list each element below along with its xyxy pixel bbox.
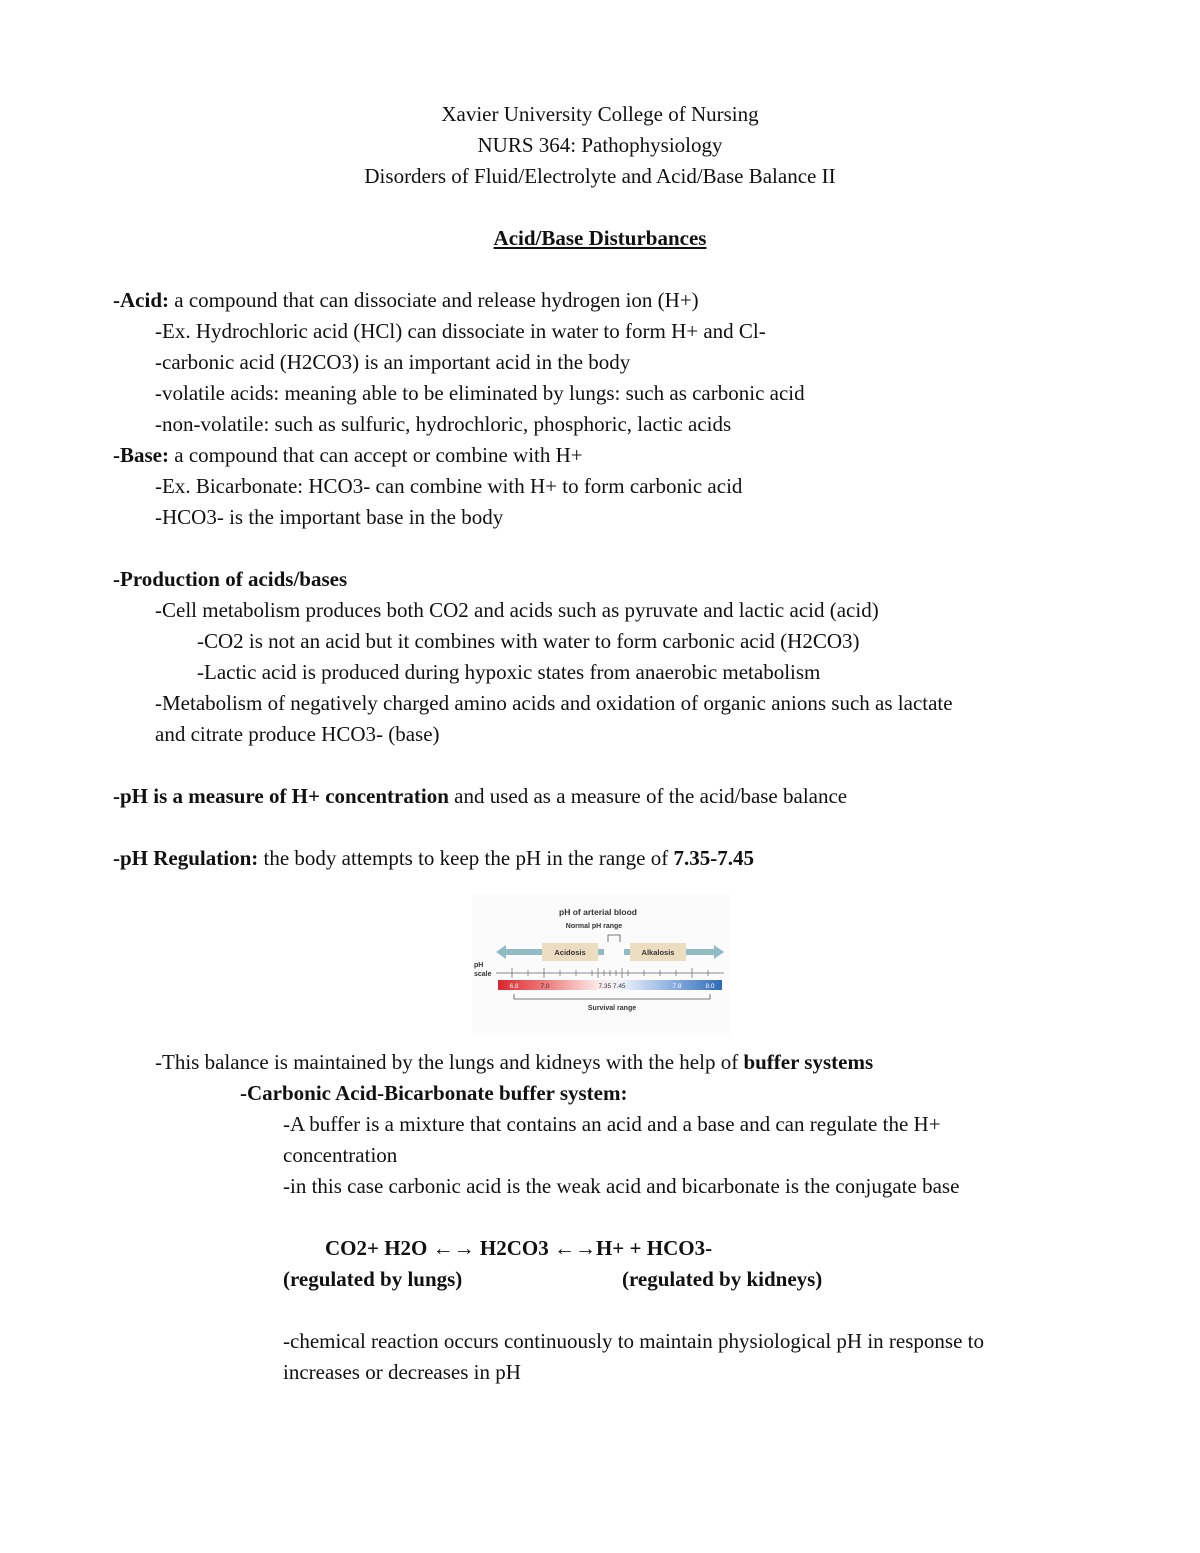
figure-title: pH of arterial blood bbox=[559, 907, 637, 917]
acid-term: -Acid: bbox=[113, 288, 169, 312]
buffer-intro-text: -This balance is maintained by the lungs and kidneys with the help of bbox=[155, 1050, 744, 1074]
ph-regulation-text: the body attempts to keep the pH in the range of bbox=[258, 846, 674, 870]
buffer-equation: CO2+ H2O ←→ H2CO3 ←→H+ + HCO3- bbox=[325, 1236, 713, 1260]
buffer-intro bbox=[155, 1049, 873, 1075]
alkalosis-arrow-stub bbox=[624, 949, 630, 955]
header-institution: Xavier University College of Nursing bbox=[441, 102, 759, 126]
scale-label-ph: pH bbox=[474, 962, 484, 969]
tick-label: 8.0 bbox=[705, 983, 715, 990]
base-term: -Base: bbox=[113, 443, 169, 467]
reaction-note-continued: increases or decreases in pH bbox=[283, 1360, 521, 1384]
buffer-system-title: -Carbonic Acid-Bicarbonate buffer system: bbox=[240, 1081, 628, 1105]
acid-item: -non-volatile: such as sulfuric, hydrochloric, phosphoric, lactic acids bbox=[155, 412, 732, 436]
base-item: -HCO3- is the important base in the body bbox=[155, 505, 504, 529]
acid-item: -volatile acids: meaning able to be eliminated by lungs: such as carbonic acid bbox=[155, 381, 805, 405]
tick-label: 7.0 bbox=[540, 983, 550, 990]
tick-label: 7.8 bbox=[672, 983, 682, 990]
ph-scale-diagram bbox=[472, 895, 730, 1035]
production-item: -Cell metabolism produces both CO2 and acids such as pyruvate and lactic acid (acid) bbox=[155, 598, 879, 622]
survival-range-label: Survival range bbox=[587, 1005, 637, 1012]
lungs-label: (regulated by lungs) bbox=[283, 1267, 463, 1291]
reaction-note: -chemical reaction occurs continuously to maintain physiological pH in response to bbox=[283, 1329, 984, 1353]
acid-definition bbox=[113, 287, 699, 313]
acidosis-label: Acidosis bbox=[554, 948, 586, 957]
production-item: -Metabolism of negatively charged amino acids and oxidation of organic anions such as lactate bbox=[155, 691, 953, 715]
tick-label: 7.35 7.45 bbox=[598, 983, 626, 990]
production-heading: -Production of acids/bases bbox=[113, 567, 348, 591]
acid-item: -carbonic acid (H2CO3) is an important acid in the body bbox=[155, 350, 631, 374]
ph-regulation bbox=[113, 845, 754, 871]
normal-range-label: Normal pH range bbox=[565, 923, 623, 930]
section-title-text: Acid/Base Disturbances bbox=[493, 226, 707, 250]
base-item: -Ex. Bicarbonate: HCO3- can combine with H+ to form carbonic acid bbox=[155, 474, 743, 498]
buffer-definition: -A buffer is a mixture that contains an acid and a base and can regulate the H+ bbox=[283, 1112, 941, 1136]
production-item-continued: and citrate produce HCO3- (base) bbox=[155, 722, 440, 746]
ph-measure-text: and used as a measure of the acid/base balance bbox=[448, 784, 848, 808]
ph-range: 7.35-7.45 bbox=[673, 846, 754, 870]
acid-item: -Ex. Hydrochloric acid (HCl) can dissociate in water to form H+ and Cl- bbox=[155, 319, 766, 343]
acid-definition-text: a compound that can dissociate and release hydrogen ion (H+) bbox=[169, 288, 699, 312]
production-subitem: -Lactic acid is produced during hypoxic states from anaerobic metabolism bbox=[197, 660, 821, 684]
buffer-definition-continued: concentration bbox=[283, 1143, 398, 1167]
acidosis-arrow-stub bbox=[598, 949, 604, 955]
buffer-case: -in this case carbonic acid is the weak acid and bicarbonate is the conjugate base bbox=[283, 1174, 960, 1198]
ph-scale-figure bbox=[472, 895, 730, 1035]
header-unit: Disorders of Fluid/Electrolyte and Acid/Base Balance II bbox=[364, 164, 836, 188]
ph-regulation-bold: -pH Regulation: bbox=[113, 846, 259, 870]
scale-label-scale: scale bbox=[474, 971, 492, 978]
tick-label: 6.8 bbox=[509, 983, 519, 990]
kidneys-label: (regulated by kidneys) bbox=[622, 1267, 823, 1291]
base-definition bbox=[113, 442, 583, 468]
ph-measure bbox=[113, 783, 847, 809]
production-subitem: -CO2 is not an acid but it combines with water to form carbonic acid (H2CO3) bbox=[197, 629, 860, 653]
buffer-systems-term: buffer systems bbox=[743, 1050, 874, 1074]
section-title bbox=[0, 225, 1200, 251]
alkalosis-label: Alkalosis bbox=[641, 948, 675, 957]
header-course: NURS 364: Pathophysiology bbox=[477, 133, 723, 157]
base-definition-text: a compound that can accept or combine with H+ bbox=[169, 443, 583, 467]
ph-measure-bold: -pH is a measure of H+ concentration bbox=[113, 784, 449, 808]
